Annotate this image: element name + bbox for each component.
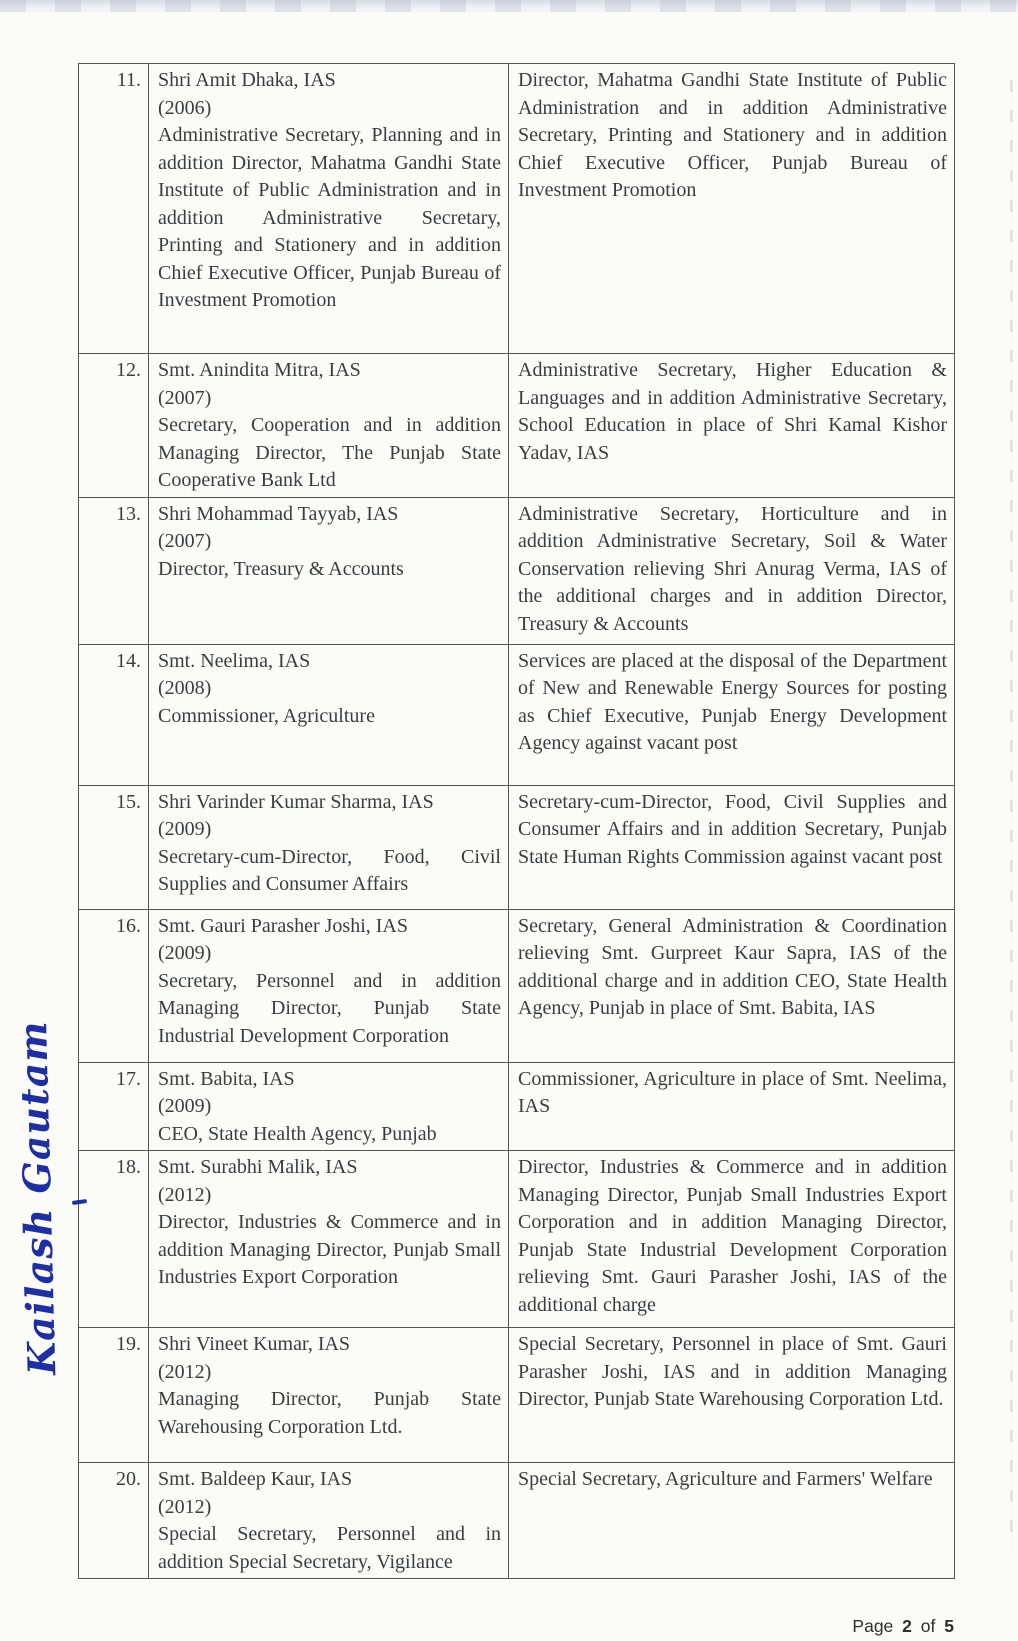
serial-number-cell [79,1151,149,1328]
officer-cell [149,354,509,498]
page-number-value: 2 [902,1616,912,1636]
table-row [79,354,955,498]
officer-batch-year: (2007) [158,530,212,552]
officer-name: Shri Vineet Kumar, IAS [158,1333,351,1355]
new-posting-text: Director, Industries & Commerce and in addition Managing Director, Punjab Small Industries Export Corporation and in addition Managing Director, Punjab State Industrial Development Corporation relieving Smt. Gauri Parasher Joshi, IAS of the additional charge [518,1156,947,1316]
page-number [78,1616,954,1637]
serial-number: 11. [116,69,141,91]
officer-batch-year: (2012) [158,1495,212,1518]
new-posting-text: Secretary, General Administration & Coordination relieving Smt. Gurpreet Kaur Sapra, IAS of the additional charge and in addition CEO, State Health Agency, Punjab in place of Smt. Babita, IAS [518,914,947,1019]
new-posting-text: Special Secretary, Personnel in place of Smt. Gauri Parasher Joshi, IAS and in addition Managing Director, Punjab State Warehousing Corporation Ltd. [518,1333,947,1410]
current-posting-text: Director, Industries & Commerce and in addition Managing Director, Punjab Small Industries Export Corporation [158,1211,501,1288]
serial-number: 17. [116,1067,141,1090]
page-label: Page [852,1616,894,1636]
new-posting-text: Secretary-cum-Director, Food, Civil Supplies and Consumer Affairs and in addition Secretary, Punjab State Human Rights Commission against vacant post [518,790,947,868]
current-posting-text: Administrative Secretary, Planning and in addition Director, Mahatma Gandhi State Institute of Public Administration and in addition Administrative Secretary, Printing and Stationery and in addition Chief Executive Officer, Punjab Bureau of Investment Promotion [158,124,501,311]
officer-name: Shri Varinder Kumar Sharma, IAS [158,790,434,813]
officer-cell [149,64,509,354]
new-posting-text: Commissioner, Agriculture in place of Smt. Neelima, IAS [518,1067,947,1117]
current-posting-text: CEO, State Health Agency, Punjab [158,1122,437,1145]
handwritten-signature: Kailash Gautam [10,1020,65,1376]
officer-cell [149,497,509,644]
serial-number-cell [79,909,149,1062]
new-posting-cell [509,354,955,498]
serial-number-cell [79,1463,149,1579]
serial-number: 13. [116,502,141,525]
officer-transfer-table [78,63,955,1579]
officer-batch-year: (2009) [158,1095,212,1117]
serial-number-cell [79,644,149,785]
total-pages-value: 5 [944,1616,954,1636]
serial-number-cell [79,354,149,498]
officer-name: Smt. Anindita Mitra, IAS [158,359,361,381]
officer-name: Smt. Babita, IAS [158,1067,295,1090]
serial-number-cell [79,64,149,354]
table-row [79,64,955,354]
officer-cell [149,1463,509,1579]
serial-number: 18. [116,1156,141,1178]
new-posting-cell [509,497,955,644]
officer-name: Shri Mohammad Tayyab, IAS [158,502,399,525]
officer-cell [149,644,509,785]
officer-cell [149,909,509,1062]
current-posting-text: Special Secretary, Personnel and in addition Special Secretary, Vigilance [158,1523,501,1573]
serial-number: 15. [116,790,141,813]
officer-batch-year: (2007) [158,386,212,409]
officer-name: Smt. Gauri Parasher Joshi, IAS [158,914,408,937]
officer-batch-year: (2009) [158,942,212,964]
new-posting-text: Services are placed at the disposal of the Department of New and Renewable Energy Sources for posting as Chief Executive, Punjab Energy Development Agency against vacant post [518,649,947,754]
serial-number-cell [79,1062,149,1151]
table-row [79,497,955,644]
scan-artifact-right-edge [1010,80,1013,1550]
officer-name: Smt. Baldeep Kaur, IAS [158,1468,353,1490]
serial-number-cell [79,1328,149,1463]
officer-name: Shri Amit Dhaka, IAS [158,69,336,91]
serial-number-cell [79,497,149,644]
new-posting-cell [509,1151,955,1328]
serial-number: 19. [116,1333,141,1355]
new-posting-cell [509,785,955,909]
officer-batch-year: (2009) [158,818,212,840]
table-row [79,909,955,1062]
current-posting-text: Secretary, Cooperation and in addition Managing Director, The Punjab State Cooperative Bank Ltd [158,414,501,491]
current-posting-text: Secretary, Personnel and in addition Managing Director, Punjab State Industrial Development Corporation [158,969,501,1047]
officer-cell [149,1151,509,1328]
officer-cell [149,1328,509,1463]
table-row [79,785,955,909]
scan-artifact-top-edge [0,0,1018,12]
officer-name: Smt. Surabhi Malik, IAS [158,1156,358,1178]
serial-number: 20. [116,1468,141,1490]
new-posting-cell [509,644,955,785]
current-posting-text: Secretary-cum-Director, Food, Civil Supplies and Consumer Affairs [158,845,501,895]
officer-name: Smt. Neelima, IAS [158,649,311,672]
table-row [79,1151,955,1328]
officer-batch-year: (2012) [158,1183,212,1206]
officer-batch-year: (2012) [158,1360,212,1383]
serial-number: 14. [116,649,141,672]
officer-cell [149,1062,509,1151]
officer-cell [149,785,509,909]
current-posting-text: Director, Treasury & Accounts [158,557,404,580]
new-posting-cell [509,1328,955,1463]
new-posting-cell [509,909,955,1062]
table-row [79,1062,955,1151]
table-row [79,1328,955,1463]
current-posting-text: Commissioner, Agriculture [158,704,375,727]
new-posting-cell [509,1062,955,1151]
officer-batch-year: (2008) [158,677,212,699]
new-posting-cell [509,64,955,354]
officer-batch-year: (2006) [158,96,212,119]
table-row [79,644,955,785]
new-posting-cell [509,1463,955,1579]
of-label: of [920,1616,936,1636]
serial-number: 12. [116,359,141,381]
new-posting-text: Director, Mahatma Gandhi State Institute of Public Administration and in addition Administrative Secretary, Printing and Stationery and in addition Chief Executive Officer, Punjab Bureau of Investment Promotion [518,69,947,201]
new-posting-text: Administrative Secretary, Horticulture and in addition Administrative Secretary, Soil & Water Conservation relieving Shri Anurag Verma, IAS of the additional charges and in addition Director, Treasury & Accounts [518,502,947,635]
current-posting-text: Managing Director, Punjab State Warehousing Corporation Ltd. [158,1388,501,1438]
new-posting-text: Administrative Secretary, Higher Education & Languages and in addition Administrative Secretary, School Education in place of Shri Kamal Kishor Yadav, IAS [518,359,947,464]
serial-number: 16. [116,914,141,937]
table-row [79,1463,955,1579]
new-posting-text: Special Secretary, Agriculture and Farmers' Welfare [518,1468,933,1490]
serial-number-cell [79,785,149,909]
